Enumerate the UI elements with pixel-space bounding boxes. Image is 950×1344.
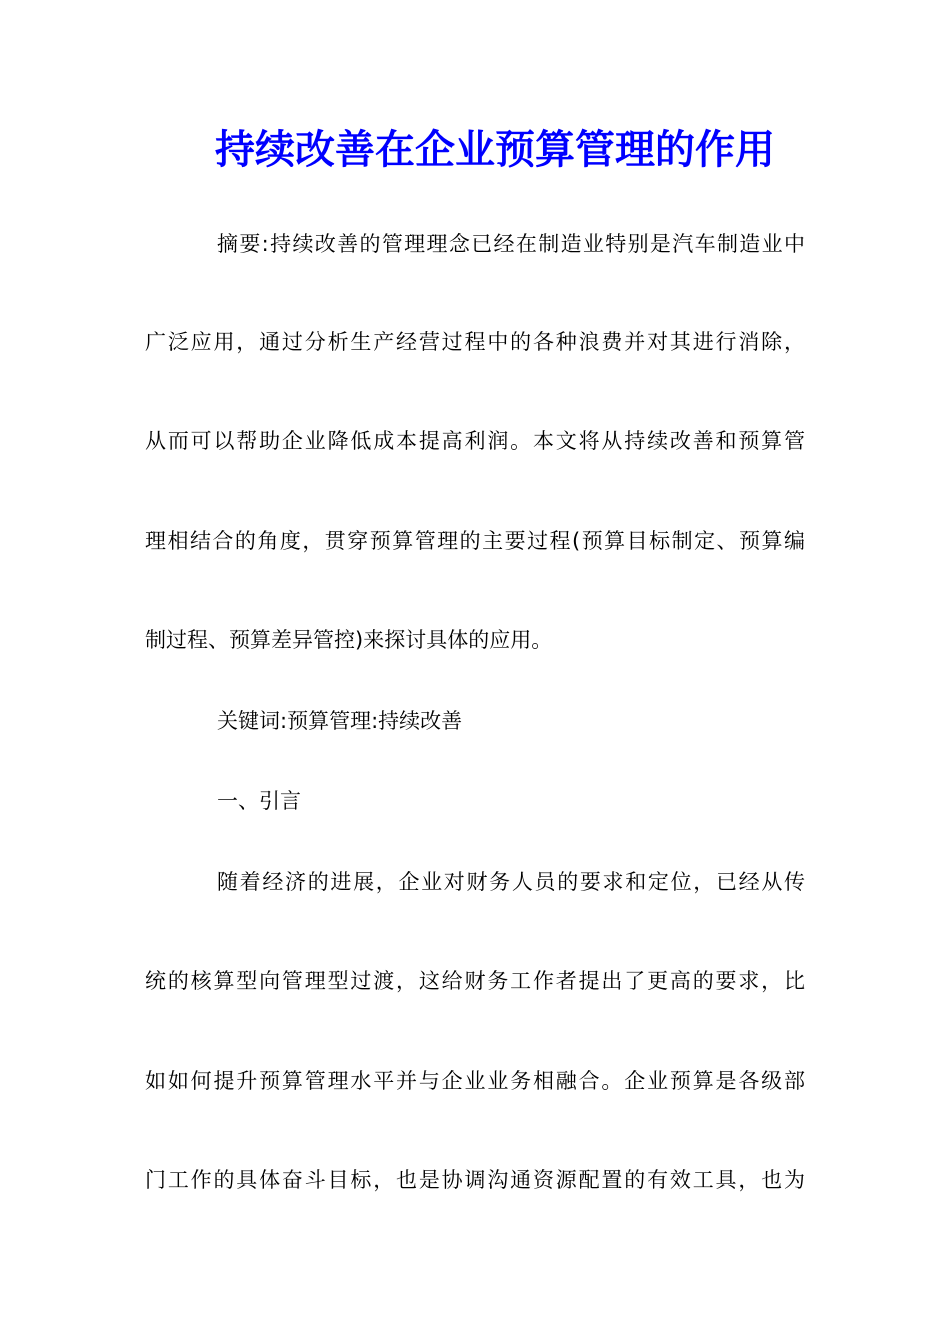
abstract-line-1: 摘要:持续改善的管理理念已经在制造业特别是汽车制造业中 [217,232,805,256]
keywords: 关键词:预算管理:持续改善 [217,709,463,733]
intro-line-3: 如如何提升预算管理水平并与企业业务相融合。企业预算是各级部 [145,1069,805,1093]
abstract-line-5: 制过程、预算差异管控)来探讨具体的应用。 [145,628,553,652]
abstract-line-3: 从而可以帮助企业降低成本提高利润。本文将从持续改善和预算管 [145,429,805,453]
intro-line-2: 统的核算型向管理型过渡，这给财务工作者提出了更高的要求，比 [145,969,805,993]
abstract-line-4: 理相结合的角度，贯穿预算管理的主要过程(预算目标制定、预算编 [145,529,805,553]
intro-line-4: 门工作的具体奋斗目标，也是协调沟通资源配置的有效工具，也为 [145,1168,805,1192]
section-heading: 一、引言 [217,789,301,813]
intro-line-1: 随着经济的进展，企业对财务人员的要求和定位，已经从传 [217,870,805,894]
document-title: 持续改善在企业预算管理的作用 [215,126,775,173]
abstract-line-2: 广泛应用，通过分析生产经营过程中的各种浪费并对其进行消除， [145,330,805,354]
